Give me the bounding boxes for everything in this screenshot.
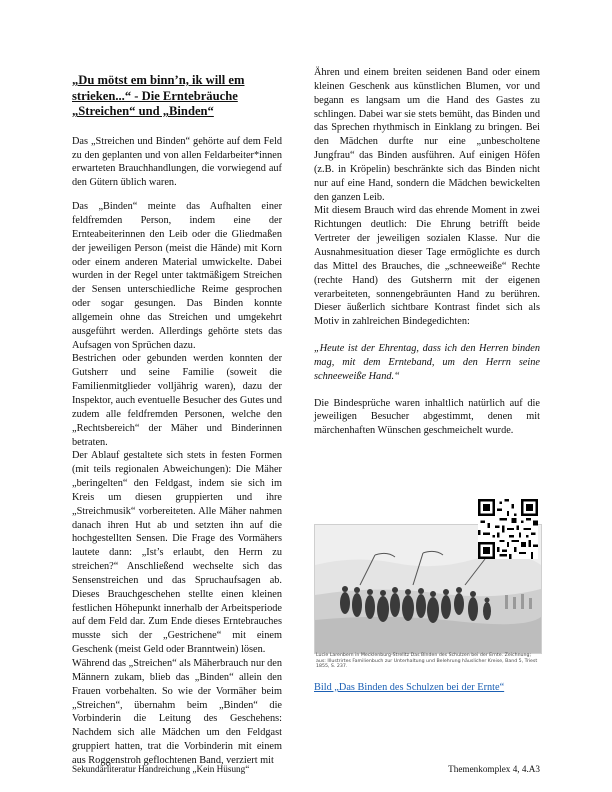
footer-topic: Themenkomplex 4, 4.A3 [448, 764, 540, 774]
right-column [314, 66, 540, 438]
paragraph-waehrend: Während das „Streichen“ als Mäherbrauch nur den Männern zukam, blieb das „Binden“ allein den Frauen vorbehalten. So wie der Vormäher beim „Streichen“, übernahm beim „Binden“ die Vorbinderin die Leitung des Geschehens: Nachdem sich alle Mädchen um den Feldgast gruppiert hatten, trat die Vorbinderin mit einem aus Roggenstroh geflochtenen Band, verziert mit [72, 658, 282, 766]
figure-caption: Lucie Larenbern in Mecklenburg-Strelitz Das Binden des Schulzen bei der Ernte. Zeichnung; aus: Illustrirtes Familienbuch zur Unterhaltung und Belehrung häuslicher Kreise, Band 5, Triest 1855, S. 237. [316, 653, 538, 670]
figure-link[interactable]: Bild „Das Binden des Schulzen bei der Ernte“ [314, 682, 505, 693]
qr-code-icon[interactable] [478, 499, 538, 559]
paragraph-intro: Das „Streichen und Binden“ gehörte auf dem Feld zu den geplanten und von allen Feldarbeiter*innen erwarteten Brauchhandlungen, die vorwiegend auf den Gütern üblich waren. [72, 135, 282, 189]
spacer [314, 384, 540, 397]
article-title: „Du mötst em binn’n, ik will em strieken...“ - Die Erntebräuche „Streichen“ und „Binden“ [72, 73, 245, 119]
left-column [72, 66, 282, 768]
paragraph-bestrichen: Bestrichen oder gebunden werden konnten der Gutsherr und seine Familie (soweit die Familienmitglieder volljährig waren), dazu der Inspektor, auch eventuelle Besucher des Gutes und zudem alle feldfremden Personen, welche den „Rechtsbereich“ der Mäher und Binderinnen betraten. [72, 353, 282, 448]
spacer [72, 190, 282, 200]
paragraph-bindesprueche: Die Bindesprüche waren inhaltlich natürlich auf die jeweiligen Besucher abgestimmt, denen mit märchenhaften Wünschen geschmeichelt wurde. [314, 397, 540, 437]
paragraph-aehren: Ähren und einem breiten seidenen Band oder einem kleinen Geschenk aus künstlichen Blumen, vor und begann es langsam um die Hand des Gastes zu schlingen. Dabei war sie stets bemüht, das Binden und das Sprechen rhythmisch in Einklang zu bringen. Bei den Mädchen durfte nur eine „unbescholtene Jungfrau“ das Binden ausführen. Auf einigen Höfen (z.B. in Kröpelin) beschränkte sich das Binden nicht nur auf eine Hand, sondern die Mädchen bewickelten den ganzen Leib. [314, 67, 540, 203]
binding-poem-quote: „Heute ist der Ehrentag, dass ich den Herren binden mag, mit dem Ernteband, um den Herrn seine schneeweiße Hand.“ [314, 343, 540, 382]
footer-source: Sekundärliteratur Handreichung „Kein Hüsung“ [72, 764, 250, 774]
paragraph-binden-definition: Das „Binden“ meinte das Aufhalten einer feldfremden Person, indem eine der Ernteabeiterinnen den Leib oder die Gliedmaßen der jeweiligen Person (meist die Hände) mit Korn oder einem anderen Material umwickelte. Dabei wurden in der Regel unter taktmäßigem Streichen der Sensen unterschiedliche Reime gesprochen oder sogar gesungen. Das Binden konnte allgemein ohne das Streichen und umgekehrt ausgeführt werden. Allerdings gehörte stets das Aufsagen von Sprüchen dazu. [72, 201, 282, 351]
paragraph-ablauf: Der Ablauf gestaltete sich stets in festen Formen (mit teils regionalen Abweichungen): Die Mäher „beringelten“ den Feldgast, indem sie sich im Kreis um diesen gruppierten und ihre „Streichmusik“ vorbereiteten. Alle Mäher nahmen danach ihren Hut ab und setzten ihn auf die hochgestellten Sensen. Die Frage des Vormähers lautete dann: „Ist’s erlaubt, den Herrn zu streichen?“ Anschließend wechselte sich das Sensenstreichen und das Spruchaufsagen ab. Dieses Brauchgeschehen stellte einen kleinen festlichen Höhepunkt innerhalb der Arbeitsperiode auf dem Feld dar. Zum Ende dieses Erntebrauches musste sich der „Gestrichene“ mit einem Geschenk (meist Geld oder Branntwein) lösen. [72, 450, 282, 656]
paragraph-ehrende-moment: Mit diesem Brauch wird das ehrende Moment in zwei Richtungen deutlich: Die Ehrung betrifft beide Vertreter der jeweiligen sozialen Klasse. Nur die Ausnahmesituation dieser Tage ermöglichte es durch das Mittel des Brauches, die „schneeweiße“ Rechte (rechte Hand) des Gutsherrn mit der eigenen verarbeiteten, sonnengebräunten Hand zu berühren. Dieser äußerlich sichtbare Kontrast findet sich als Motiv in zahlreichen Bindegedichten: [314, 205, 540, 328]
spacer [314, 329, 540, 342]
